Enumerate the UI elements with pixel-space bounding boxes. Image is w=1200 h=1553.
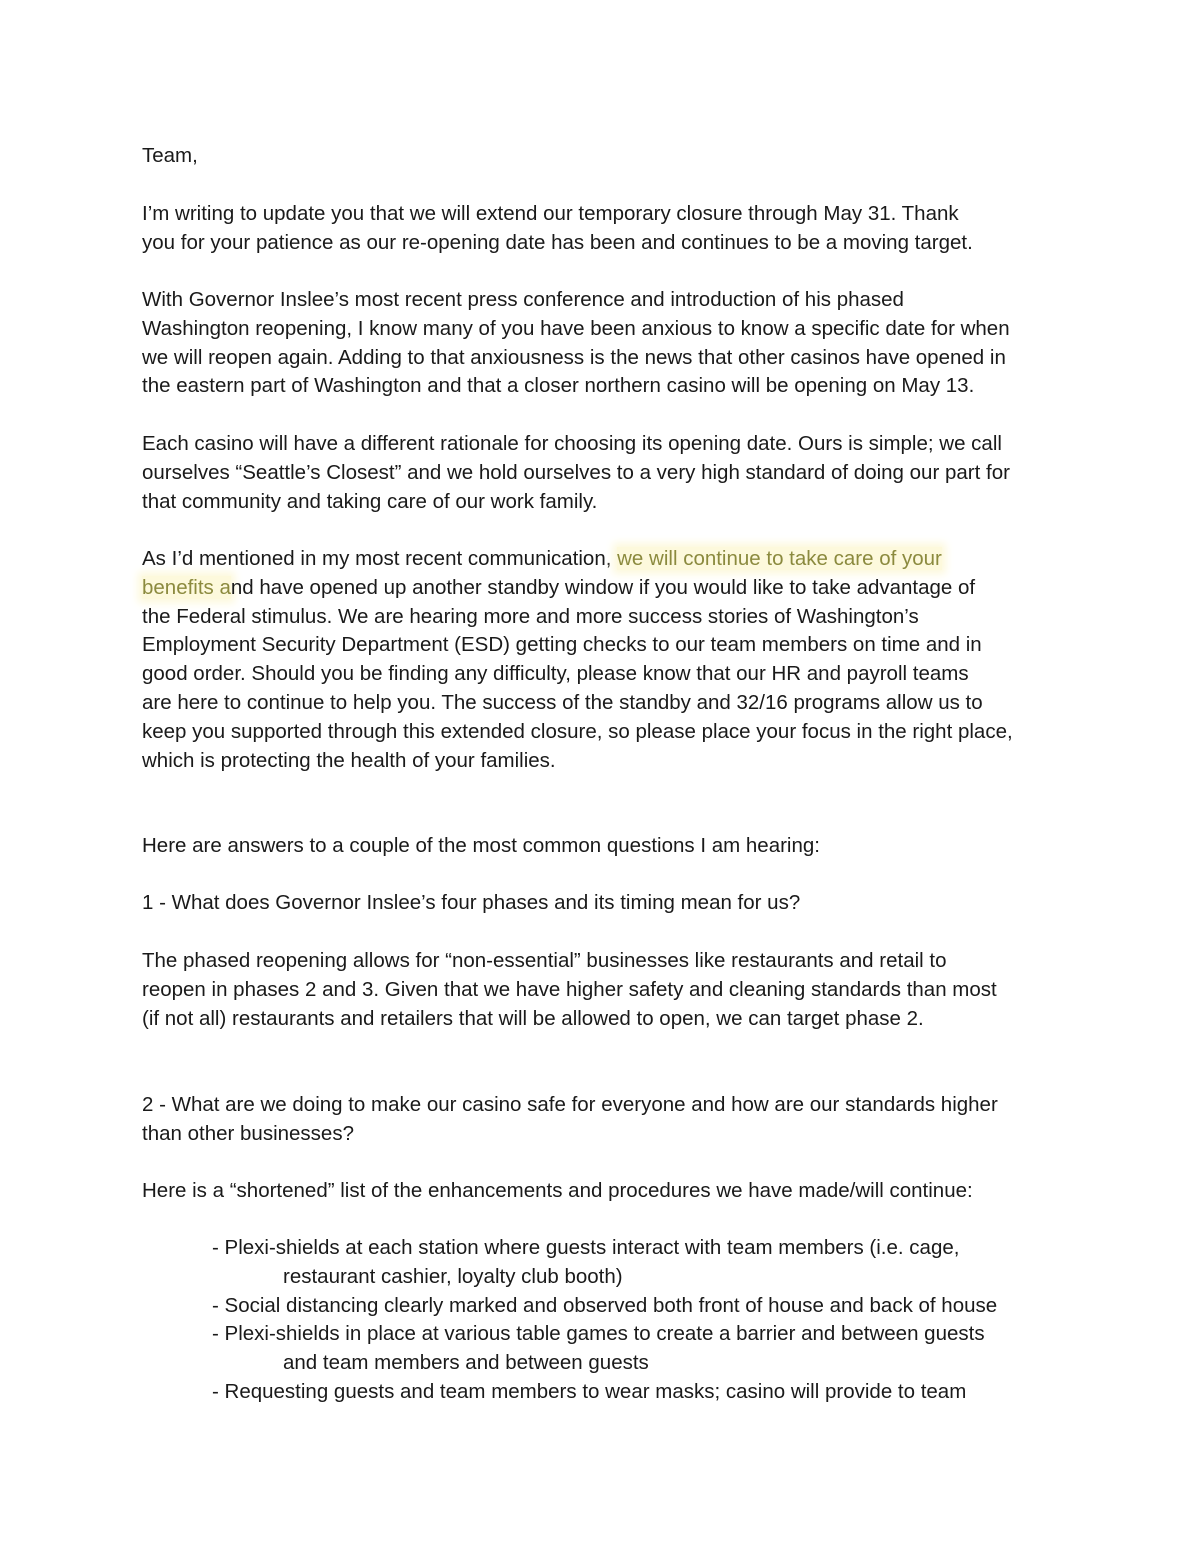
enhancements-list <box>212 1234 1072 1407</box>
highlighted-text: we will continue to take care of your <box>617 547 942 570</box>
question-2 <box>142 1091 1077 1149</box>
text-line: the eastern part of Washington and that a closer northern casino will be opening on May 13. <box>142 374 975 398</box>
list-intro <box>142 1177 1077 1206</box>
highlighted-text: benefits a <box>142 575 231 599</box>
text-line: (if not all) restaurants and retailers that will be allowed to open, we can target phase 2. <box>142 1006 924 1030</box>
answer-1 <box>142 947 1077 1033</box>
text-line: 1 - What does Governor Inslee’s four phases and its timing mean for us? <box>142 891 801 914</box>
text-line: you for your patience as our re-opening date has been and continues to be a moving target. <box>142 230 973 254</box>
list-item-text: - Plexi-shields at each station where guests interact with team members (i.e. cage, <box>212 1236 960 1259</box>
question-1 <box>142 889 1077 918</box>
text-line: which is protecting the health of your families. <box>142 748 556 772</box>
text-line: the Federal stimulus. We are hearing more and more success stories of Washington’s <box>142 604 919 628</box>
text-line: Washington reopening, I know many of you have been anxious to know a specific date for when <box>142 316 1010 340</box>
list-item-continuation: restaurant cashier, loyalty club booth) <box>283 1264 623 1288</box>
list-item <box>212 1292 1072 1321</box>
list-item-text: - Requesting guests and team members to wear masks; casino will provide to team <box>212 1379 967 1403</box>
text-line: The phased reopening allows for “non-essential” businesses like restaurants and retail to <box>142 949 947 972</box>
paragraph-rationale <box>142 430 1077 516</box>
text-line: Each casino will have a different rationale for choosing its opening date. Ours is simple; we call <box>142 432 1002 455</box>
text-segment: nd have opened up another standby window if you would like to take advantage of <box>230 575 976 599</box>
text-line: I’m writing to update you that we will extend our temporary closure through May 31. Thank <box>142 202 959 225</box>
text-line: than other businesses? <box>142 1121 354 1145</box>
text-line: With Governor Inslee’s most recent press conference and introduction of his phased <box>142 288 904 311</box>
salutation-text: Team, <box>142 144 198 167</box>
text-line <box>142 545 1077 574</box>
paragraph-closure-update <box>142 200 1077 258</box>
text-line <box>142 574 1077 603</box>
text-line: ourselves “Seattle’s Closest” and we hold ourselves to a very high standard of doing our part for <box>142 460 1010 484</box>
text-line: are here to continue to help you. The success of the standby and 32/16 programs allow us to <box>142 690 983 714</box>
list-item <box>212 1320 1072 1378</box>
list-item-continuation: and team members and between guests <box>283 1351 649 1375</box>
text-line: keep you supported through this extended closure, so please place your focus in the right place, <box>142 719 1013 743</box>
paragraph-governor-press <box>142 286 1077 401</box>
salutation <box>142 142 1077 171</box>
text-line: good order. Should you be finding any difficulty, please know that our HR and payroll teams <box>142 662 969 686</box>
text-line: Here is a “shortened” list of the enhancements and procedures we have made/will continue: <box>142 1179 973 1202</box>
text-line: Here are answers to a couple of the most common questions I am hearing: <box>142 834 820 857</box>
paragraph-benefits <box>142 545 1077 775</box>
text-line: reopen in phases 2 and 3. Given that we have higher safety and cleaning standards than most <box>142 977 997 1001</box>
list-item-text: - Social distancing clearly marked and observed both front of house and back of house <box>212 1293 998 1317</box>
list-item <box>212 1378 1072 1407</box>
list-item-text: - Plexi-shields in place at various table games to create a barrier and between guests <box>212 1322 985 1346</box>
text-line: Employment Security Department (ESD) getting checks to our team members on time and in <box>142 633 982 657</box>
list-item <box>212 1234 1072 1292</box>
paragraph-questions-intro <box>142 832 1077 861</box>
text-segment: As I’d mentioned in my most recent communication, <box>142 547 618 570</box>
text-line: 2 - What are we doing to make our casino safe for everyone and how are our standards higher <box>142 1093 998 1116</box>
text-line: that community and taking care of our work family. <box>142 489 598 513</box>
text-line: we will reopen again. Adding to that anxiousness is the news that other casinos have opened in <box>142 345 1006 369</box>
